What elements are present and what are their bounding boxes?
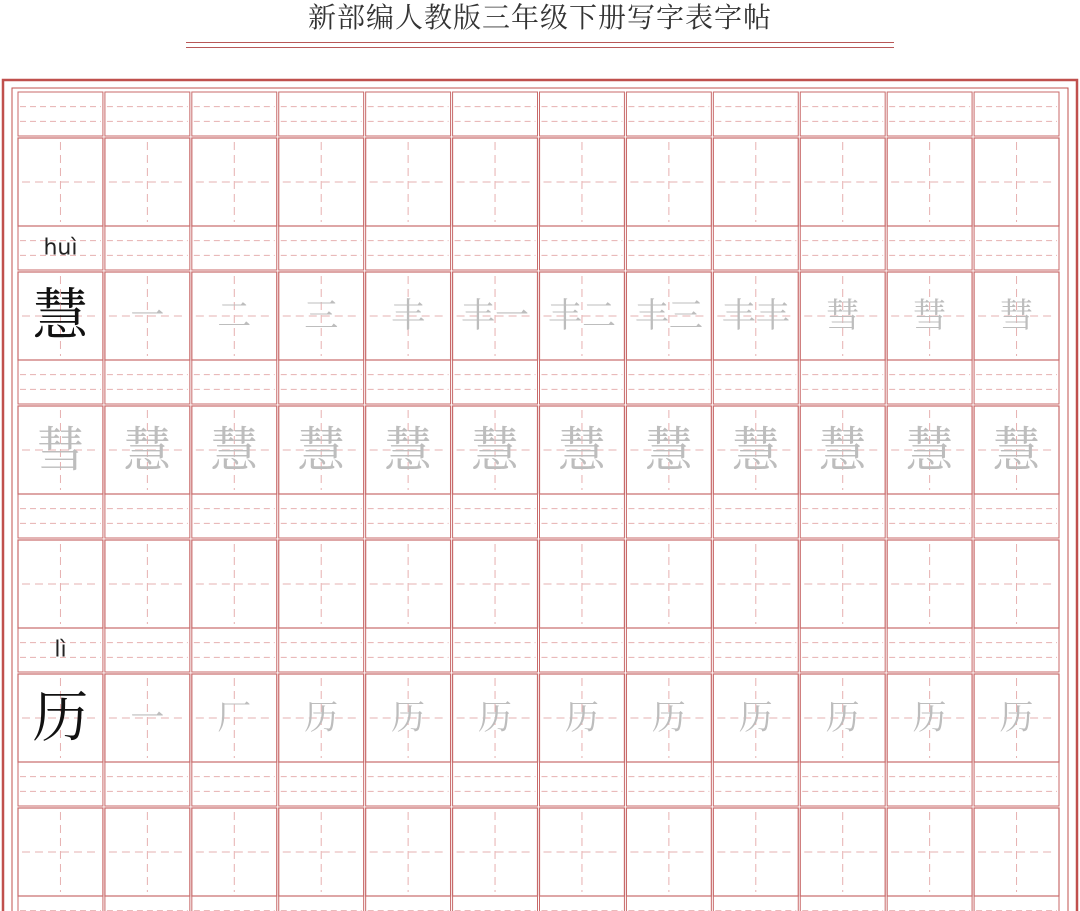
pinyin-band-cell <box>540 226 625 270</box>
pinyin-band-cell <box>453 360 538 404</box>
stroke-order-step: 彗 <box>912 296 947 336</box>
stroke-order-step: 丰三 <box>634 296 703 336</box>
pinyin-band-cell <box>366 360 451 404</box>
stroke-order-step: 历 <box>304 698 339 738</box>
trace-character: 慧 <box>123 422 172 478</box>
pinyin-band-cell <box>713 494 798 538</box>
stroke-order-step: 历 <box>912 698 947 738</box>
pinyin-band-cell <box>192 628 277 672</box>
pinyin-band-cell <box>18 896 103 911</box>
pinyin-band-cell <box>626 494 711 538</box>
pinyin-band-cell <box>974 494 1059 538</box>
pinyin-band-cell <box>800 494 885 538</box>
pinyin-band-cell <box>974 628 1059 672</box>
pinyin-label: lì <box>54 637 67 663</box>
pinyin-band-cell <box>18 494 103 538</box>
stroke-order-step: 历 <box>999 698 1034 738</box>
pinyin-band-cell <box>453 896 538 911</box>
stroke-order-step: 彗 <box>999 296 1034 336</box>
pinyin-band-cell <box>626 226 711 270</box>
pinyin-band-cell <box>279 494 364 538</box>
sheet-content <box>32 236 1040 751</box>
pinyin-band-cell <box>453 92 538 136</box>
stroke-order-step: 历 <box>738 698 773 738</box>
pinyin-band-cell <box>192 92 277 136</box>
trace-character: 慧 <box>557 422 606 478</box>
stroke-order-step: 丰 <box>391 296 426 336</box>
pinyin-band-cell <box>192 226 277 270</box>
stroke-order-step: 丰一 <box>461 296 530 336</box>
pinyin-band-cell <box>105 226 190 270</box>
pinyin-band-cell <box>279 92 364 136</box>
pinyin-band-cell <box>105 628 190 672</box>
trace-character: 慧 <box>731 422 780 478</box>
pinyin-band-cell <box>453 226 538 270</box>
pinyin-band-cell <box>279 896 364 911</box>
trace-character: 慧 <box>210 422 259 478</box>
pinyin-band-cell <box>974 226 1059 270</box>
pinyin-band-cell <box>279 762 364 806</box>
pinyin-band-cell <box>800 896 885 911</box>
pinyin-band-cell <box>279 628 364 672</box>
pinyin-band-cell <box>887 896 972 911</box>
pinyin-band-cell <box>887 628 972 672</box>
pinyin-band-cell <box>626 762 711 806</box>
pinyin-band-cell <box>887 226 972 270</box>
pinyin-band-cell <box>366 628 451 672</box>
stroke-order-step: 历 <box>478 698 513 738</box>
stroke-order-step: 二 <box>217 296 252 336</box>
pinyin-band-cell <box>626 92 711 136</box>
pinyin-band-cell <box>800 226 885 270</box>
pinyin-band-cell <box>887 494 972 538</box>
pinyin-band-cell <box>713 226 798 270</box>
pinyin-band-cell <box>540 494 625 538</box>
pinyin-band-cell <box>192 896 277 911</box>
pinyin-band-cell <box>626 628 711 672</box>
pinyin-band-cell <box>192 360 277 404</box>
pinyin-band-cell <box>540 360 625 404</box>
pinyin-band-cell <box>974 762 1059 806</box>
trace-character: 慧 <box>644 422 693 478</box>
pinyin-band-cell <box>540 896 625 911</box>
stroke-order-step: 一 <box>130 296 165 336</box>
pinyin-band-cell <box>18 762 103 806</box>
stroke-order-step: 丰二 <box>547 296 616 336</box>
pinyin-band-cell <box>279 226 364 270</box>
pinyin-band-cell <box>887 360 972 404</box>
stroke-order-step: 历 <box>825 698 860 738</box>
pinyin-band-cell <box>366 226 451 270</box>
stroke-order-step: 一 <box>130 698 165 738</box>
pinyin-band-cell <box>800 92 885 136</box>
pinyin-band-cell <box>540 628 625 672</box>
stroke-order-step: 历 <box>564 698 599 738</box>
pinyin-band-cell <box>974 896 1059 911</box>
pinyin-band-cell <box>540 92 625 136</box>
tianzige-grid <box>3 80 1077 911</box>
pinyin-band-cell <box>713 762 798 806</box>
pinyin-band-cell <box>626 360 711 404</box>
pinyin-band-cell <box>713 92 798 136</box>
pinyin-band-cell <box>713 360 798 404</box>
pinyin-band-cell <box>105 360 190 404</box>
pinyin-band-cell <box>974 360 1059 404</box>
pinyin-band-cell <box>105 92 190 136</box>
pinyin-band-cell <box>192 494 277 538</box>
page-title: 新部编人教版三年级下册写字表字帖 <box>307 1 772 34</box>
pinyin-band-cell <box>18 92 103 136</box>
pinyin-band-cell <box>713 628 798 672</box>
trace-character: 慧 <box>471 422 520 478</box>
pinyin-band-cell <box>18 360 103 404</box>
pinyin-band-cell <box>366 494 451 538</box>
pinyin-label: huì <box>43 235 78 261</box>
pinyin-band-cell <box>366 896 451 911</box>
stroke-order-step: 丰丰 <box>721 296 790 336</box>
model-character: 历 <box>32 685 89 751</box>
pinyin-band-cell <box>453 628 538 672</box>
pinyin-band-cell <box>105 762 190 806</box>
pinyin-band-cell <box>453 494 538 538</box>
trace-character: 慧 <box>905 422 954 478</box>
pinyin-band-cell <box>279 360 364 404</box>
trace-character: 慧 <box>818 422 867 478</box>
stroke-order-step: 三 <box>304 296 339 336</box>
stroke-order-step: 历 <box>391 698 426 738</box>
pinyin-band-cell <box>105 494 190 538</box>
trace-character: 慧 <box>297 422 346 478</box>
pinyin-band-cell <box>974 92 1059 136</box>
pinyin-band-cell <box>800 762 885 806</box>
pinyin-band-cell <box>626 896 711 911</box>
pinyin-band-cell <box>887 762 972 806</box>
pinyin-band-cell <box>887 92 972 136</box>
stroke-order-step: 彗 <box>825 296 860 336</box>
pinyin-band-cell <box>366 92 451 136</box>
stroke-order-step: 历 <box>651 698 686 738</box>
pinyin-band-cell <box>713 896 798 911</box>
model-character: 慧 <box>32 283 89 349</box>
pinyin-band-cell <box>540 762 625 806</box>
trace-character: 彗 <box>36 422 85 478</box>
trace-character: 慧 <box>384 422 433 478</box>
trace-character: 慧 <box>992 422 1041 478</box>
pinyin-band-cell <box>800 628 885 672</box>
pinyin-band-cell <box>800 360 885 404</box>
stroke-order-step: 厂 <box>217 698 252 738</box>
pinyin-band-cell <box>366 762 451 806</box>
pinyin-band-cell <box>192 762 277 806</box>
pinyin-band-cell <box>105 896 190 911</box>
pinyin-band-cell <box>453 762 538 806</box>
